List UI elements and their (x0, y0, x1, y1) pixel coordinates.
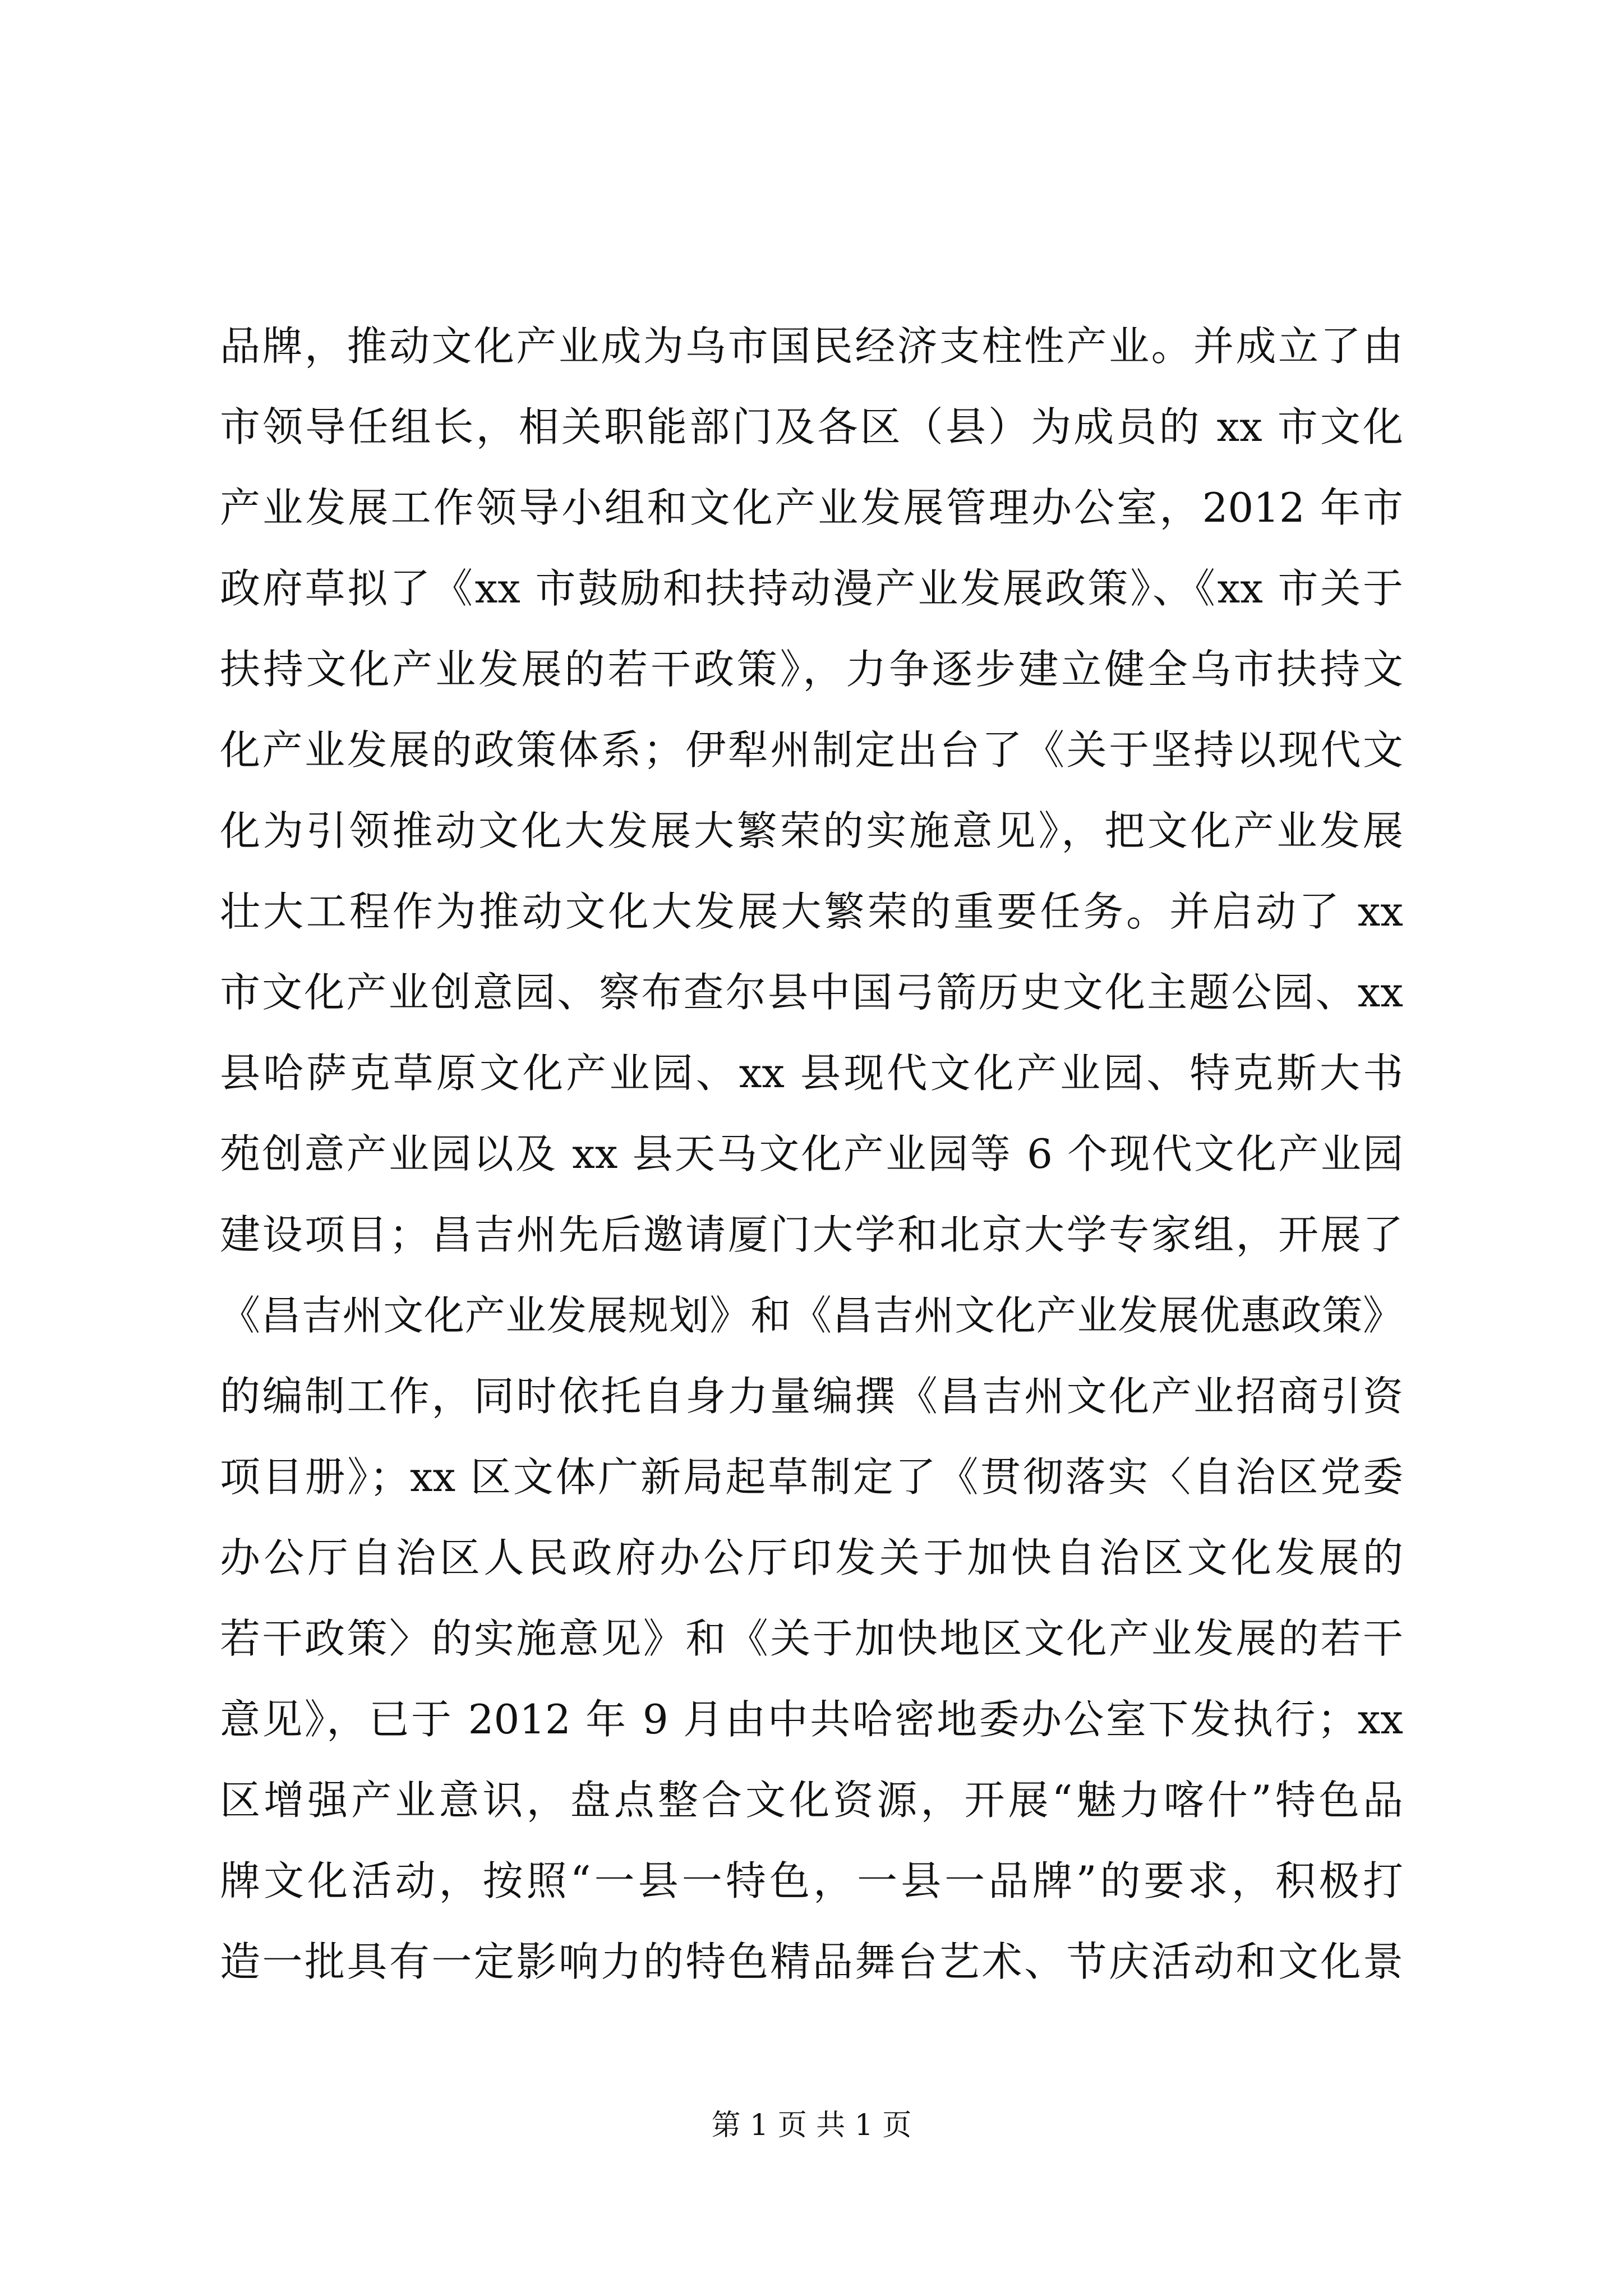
text-line-10: 县哈萨克草原文化产业园、xx 县现代文化产业园、特克斯大书 (220, 1050, 1403, 1097)
page-footer: 第 1 页 共 1 页 (711, 2109, 912, 2142)
text-line-9: 市文化产业创意园、察布查尔县中国弓箭历史文化主题公园、xx (220, 969, 1403, 1016)
text-line-2: 市领导任组长，相关职能部门及各区（县）为成员的 xx 市文化 (220, 403, 1403, 450)
text-line-15: 项目册》；xx 区文体广新局起草制定了《贯彻落实〈自治区党委 (220, 1453, 1403, 1501)
text-line-17: 若干政策〉的实施意见》和《关于加快地区文化产业发展的若干 (220, 1615, 1403, 1662)
text-line-4: 政府草拟了《xx 市鼓励和扶持动漫产业发展政策》、《xx 市关于 (220, 565, 1403, 612)
text-line-13: 《昌吉州文化产业发展规划》和《昌吉州文化产业发展优惠政策》 (220, 1292, 1403, 1339)
text-line-12: 建设项目；昌吉州先后邀请厦门大学和北京大学专家组，开展了 (220, 1211, 1403, 1258)
text-line-18: 意见》，已于 2012 年 9 月由中共哈密地委办公室下发执行；xx (220, 1696, 1403, 1743)
text-line-1: 品牌，推动文化产业成为乌市国民经济支柱性产业。并成立了由 (220, 323, 1403, 370)
text-line-5: 扶持文化产业发展的若干政策》，力争逐步建立健全乌市扶持文 (220, 646, 1403, 693)
text-line-7: 化为引领推动文化大发展大繁荣的实施意见》，把文化产业发展 (220, 807, 1403, 854)
text-line-14: 的编制工作，同时依托自身力量编撰《昌吉州文化产业招商引资 (220, 1373, 1403, 1420)
text-line-21: 造一批具有一定影响力的特色精品舞台艺术、节庆活动和文化景 (220, 1938, 1403, 1985)
body-text (220, 306, 1403, 2002)
text-line-8: 壮大工程作为推动文化大发展大繁荣的重要任务。并启动了 xx (220, 888, 1403, 935)
text-line-6: 化产业发展的政策体系；伊犁州制定出台了《关于坚持以现代文 (220, 726, 1403, 774)
text-line-19: 区增强产业意识，盘点整合文化资源，开展“魅力喀什”特色品 (220, 1777, 1403, 1824)
text-line-3: 产业发展工作领导小组和文化产业发展管理办公室，2012 年市 (220, 484, 1403, 531)
text-line-16: 办公厅自治区人民政府办公厅印发关于加快自治区文化发展的 (220, 1534, 1403, 1581)
text-line-20: 牌文化活动，按照“一县一特色，一县一品牌”的要求，积极打 (220, 1857, 1403, 1904)
text-line-11: 苑创意产业园以及 xx 县天马文化产业园等 6 个现代文化产业园 (220, 1130, 1403, 1177)
